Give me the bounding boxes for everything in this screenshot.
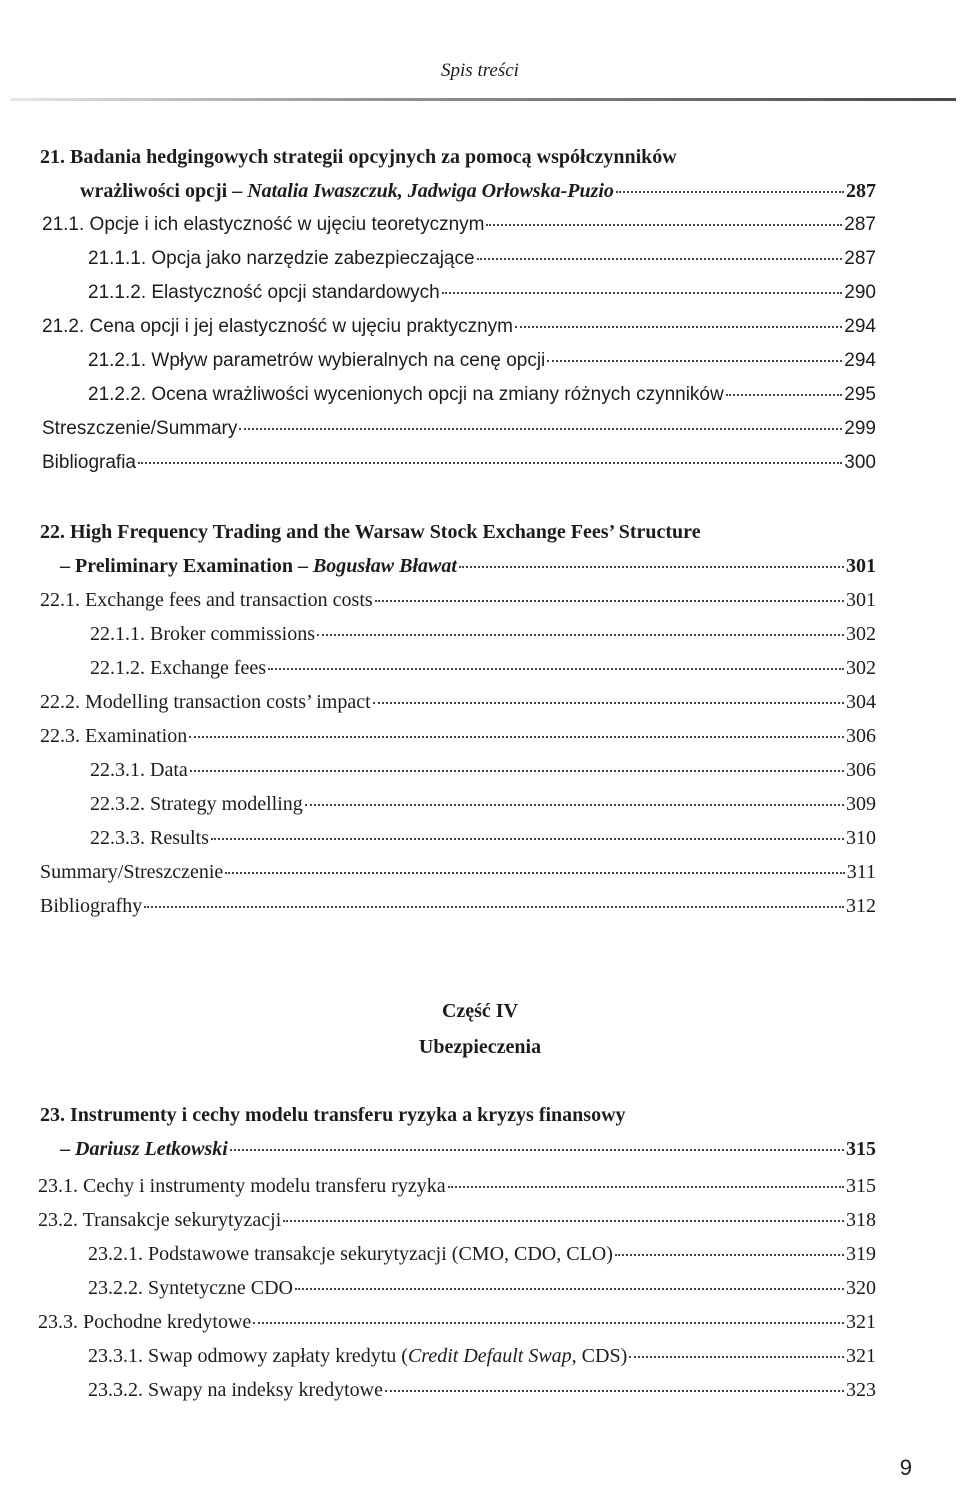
toc-entry-page: 300 [844, 452, 876, 473]
chapter-22-page: 301 [846, 555, 876, 577]
toc-entry-page: 294 [844, 316, 876, 337]
part-label: Część IV [441, 1000, 519, 1022]
toc-entry-page: 319 [846, 1243, 876, 1265]
toc-entry-label: 21.2.1. Wpływ parametrów wybieralnych na cenę opcji [88, 350, 546, 371]
toc-entry-label: Bibliografia [42, 452, 136, 473]
toc-entry-21-summary[interactable] [42, 412, 876, 446]
chapter-23-authors: Dariusz Letkowski [75, 1138, 228, 1160]
toc-entry-label: Bibliografhy [40, 895, 143, 917]
chapter-21-title-line-1[interactable]: 21. Badania hedgingowych strategii opcyjnych za pomocą współczynników [40, 146, 677, 168]
dot-leader [375, 600, 844, 602]
chapter-22-title-prefix: – Preliminary Examination – [60, 555, 313, 577]
toc-entry-label: Streszczenie/Summary [42, 418, 238, 439]
dot-leader [295, 1288, 844, 1290]
chapter-21-title-prefix: wrażliwości opcji – [80, 180, 248, 202]
toc-entry-label: Summary/Streszczenie [40, 861, 224, 883]
toc-entry-21-1-1[interactable] [88, 242, 876, 276]
dot-leader [515, 326, 842, 328]
chapter-22-title-line-2[interactable] [60, 549, 876, 583]
toc-entry-22-1-1[interactable] [90, 617, 876, 651]
toc-entry-22-3[interactable] [40, 719, 876, 753]
toc-entry-label: 22.1.1. Broker commissions [90, 623, 315, 645]
chapter-23-page: 315 [846, 1138, 876, 1160]
toc-entry-page: 306 [846, 759, 876, 781]
toc-entry-label: 23.3. Pochodne kredytowe [38, 1311, 252, 1333]
dot-leader [477, 258, 843, 260]
toc-entry-label: 22.2. Modelling transaction costs’ impact [40, 691, 371, 713]
toc-entry-label: 21.2. Cena opcji i jej elastyczność w ujęciu praktycznym [42, 316, 513, 337]
dot-leader [726, 394, 843, 396]
toc-entry-label: 23.1. Cechy i instrumenty modelu transferu ryzyka [38, 1175, 446, 1197]
dot-leader [385, 1390, 844, 1392]
toc-entry-label: 21.1.1. Opcja jako narzędzie zabezpieczające [88, 248, 475, 269]
toc-entry-label: 22.1. Exchange fees and transaction costs [40, 589, 373, 611]
dot-leader [317, 634, 844, 636]
dot-leader [448, 1186, 844, 1188]
toc-entry-page: 311 [846, 861, 876, 883]
dot-leader [190, 770, 844, 772]
toc-entry-page: 321 [846, 1311, 876, 1333]
toc-entry-label: 23.2.1. Podstawowe transakcje sekurytyzacji (CMO, CDO, CLO) [88, 1243, 613, 1265]
chapter-23-title-line-1[interactable]: 23. Instrumenty i cechy modelu transferu ryzyka a kryzys finansowy [40, 1104, 626, 1126]
dot-leader [211, 838, 844, 840]
toc-entry-page: 309 [846, 793, 876, 815]
chapter-21-authors: Natalia Iwaszczuk, Jadwiga Orłowska-Puzio [247, 180, 614, 202]
toc-entry-page: 294 [844, 350, 876, 371]
toc-entry-22-3-1[interactable] [90, 753, 876, 787]
toc-entry-21-2-1[interactable] [88, 344, 876, 378]
dot-leader [239, 428, 842, 430]
chapter-22-title-line-1[interactable]: 22. High Frequency Trading and the Warsaw Stock Exchange Fees’ Structure [40, 521, 701, 543]
toc-entry-23-1[interactable] [38, 1169, 876, 1203]
header-rule [10, 98, 956, 101]
toc-entry-21-2[interactable] [42, 310, 876, 344]
toc-entry-label-italic: Credit Default Swap [407, 1345, 572, 1367]
toc-entry-page: 304 [846, 691, 876, 713]
toc-entry-21-1-2[interactable] [88, 276, 876, 310]
toc-entry-22-1-2[interactable] [90, 651, 876, 685]
chapter-23-title-line-2[interactable] [60, 1132, 876, 1166]
toc-entry-23-2[interactable] [38, 1203, 876, 1237]
dot-leader [268, 668, 844, 670]
dot-leader [442, 292, 843, 294]
toc-entry-22-2[interactable] [40, 685, 876, 719]
toc-entry-label: 23.3.2. Swapy na indeksy kredytowe [88, 1379, 383, 1401]
toc-entry-label: 21.2.2. Ocena wrażliwości wycenionych opcji na zmiany różnych czynników [88, 384, 724, 405]
chapter-22-authors: Bogusław Bławat [312, 555, 457, 577]
dot-leader [225, 872, 844, 874]
toc-entry-page: 287 [844, 248, 876, 269]
toc-entry-page: 299 [844, 418, 876, 439]
toc-entry-label: 22.3.1. Data [90, 759, 188, 781]
chapter-21-title-line-2[interactable] [80, 174, 876, 208]
dot-leader [189, 736, 844, 738]
toc-entry-21-2-2[interactable] [88, 378, 876, 412]
toc-entry-22-3-3[interactable] [90, 821, 876, 855]
toc-entry-23-2-2[interactable] [88, 1271, 876, 1305]
toc-entry-label: 21.1.2. Elastyczność opcji standardowych [88, 282, 440, 303]
toc-entry-label: 22.3. Examination [40, 725, 188, 747]
dot-leader [547, 360, 842, 362]
toc-entry-label: 23.2.2. Syntetyczne CDO [88, 1277, 293, 1299]
toc-entry-22-bibliography[interactable] [40, 889, 876, 923]
dot-leader [615, 1254, 844, 1256]
toc-entry-label: 22.1.2. Exchange fees [90, 657, 267, 679]
toc-entry-label: 21.1. Opcje i ich elastyczność w ujęciu teoretycznym [42, 214, 485, 235]
toc-entry-21-1[interactable] [42, 208, 876, 242]
toc-entry-label: 23.3.1. Swap odmowy zapłaty kredytu ( [88, 1345, 408, 1367]
dot-leader [459, 566, 844, 568]
dot-leader [616, 191, 844, 193]
dot-leader [253, 1322, 844, 1324]
dot-leader [373, 702, 844, 704]
toc-entry-page: 295 [844, 384, 876, 405]
toc-entry-21-bibliography[interactable] [42, 446, 876, 480]
toc-entry-page: 320 [846, 1277, 876, 1299]
toc-entry-page: 323 [846, 1379, 876, 1401]
toc-entry-page: 321 [846, 1345, 876, 1367]
toc-entry-page: 287 [844, 214, 876, 235]
toc-entry-page: 318 [846, 1209, 876, 1231]
dot-leader [230, 1149, 844, 1151]
toc-entry-page: 290 [844, 282, 876, 303]
toc-entry-label: 23.2. Transakcje sekurytyzacji [38, 1209, 282, 1231]
toc-entry-page: 312 [846, 895, 876, 917]
toc-entry-page: 301 [846, 589, 876, 611]
page-number: 9 [899, 1455, 912, 1480]
dot-leader [486, 224, 842, 226]
running-head: Spis treści [441, 60, 519, 81]
toc-entry-label-suffix: , CDS) [571, 1345, 628, 1367]
chapter-21-page: 287 [846, 180, 876, 202]
dot-leader [144, 906, 844, 908]
dot-leader [629, 1356, 844, 1358]
toc-entry-page: 310 [846, 827, 876, 849]
toc-entry-label: 22.3.2. Strategy modelling [90, 793, 303, 815]
toc-entry-23-2-1[interactable] [88, 1237, 876, 1271]
toc-entry-22-1[interactable] [40, 583, 876, 617]
dot-leader [283, 1220, 844, 1222]
toc-entry-label: 22.3.3. Results [90, 827, 209, 849]
toc-entry-page: 315 [846, 1175, 876, 1197]
toc-entry-22-3-2[interactable] [90, 787, 876, 821]
part-title: Ubezpieczenia [418, 1036, 542, 1058]
toc-entry-page: 302 [846, 657, 876, 679]
toc-entry-page: 306 [846, 725, 876, 747]
dot-leader [138, 462, 842, 464]
toc-entry-23-3[interactable] [38, 1305, 876, 1339]
toc-entry-23-3-2[interactable] [88, 1373, 876, 1407]
toc-entry-page: 302 [846, 623, 876, 645]
toc-entry-22-summary[interactable] [40, 855, 876, 889]
chapter-23-title-prefix: – [60, 1138, 75, 1160]
dot-leader [305, 804, 844, 806]
toc-entry-23-3-1[interactable] [88, 1339, 876, 1373]
